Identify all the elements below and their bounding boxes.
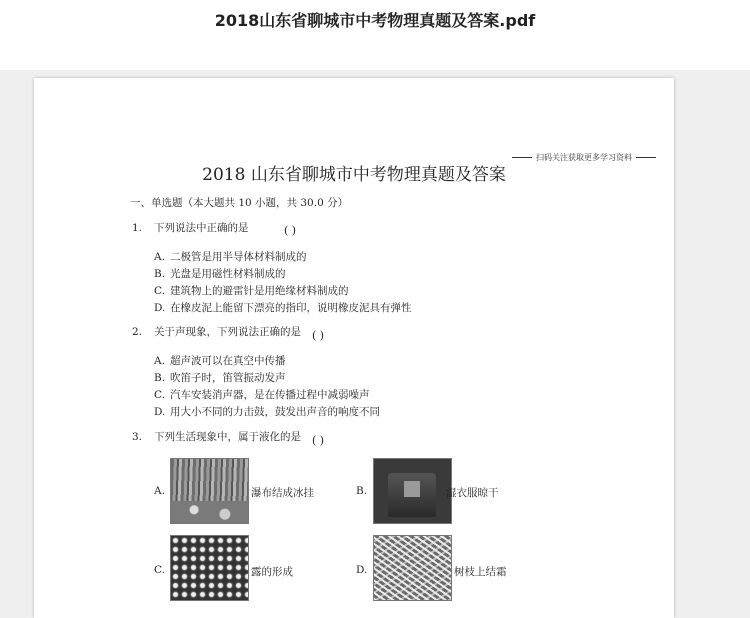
- exam-title: 2018 山东省聊城市中考物理真题及答案: [202, 165, 506, 185]
- file-title: 2018山东省聊城市中考物理真题及答案.pdf: [214, 11, 536, 30]
- option-text: 二极管是用半导体材料制成的: [170, 251, 307, 263]
- option-caption: 湿衣服晾干: [446, 487, 499, 499]
- option-caption: 瀑布结成冰挂: [251, 487, 314, 499]
- option-letter: A.: [154, 355, 165, 367]
- option-letter: B.: [356, 485, 368, 497]
- question-number: 2.: [132, 326, 143, 338]
- option-text: 在橡皮泥上能留下漂亮的指印，说明橡皮泥具有弹性: [170, 302, 412, 314]
- option-caption: 树枝上结霜: [454, 566, 507, 578]
- option-text: 汽车安装消声器，是在传播过程中减弱噪声: [170, 389, 370, 401]
- option: [154, 249, 307, 264]
- option: [154, 353, 286, 368]
- question-2: [132, 324, 301, 339]
- answer-blank: ( ): [312, 329, 325, 342]
- promo-text: 扫码关注获取更多学习资料: [536, 153, 632, 162]
- option-letter: A.: [154, 485, 165, 497]
- option-letter: C.: [154, 389, 165, 401]
- option-text: 建筑物上的避雷针是用绝缘材料制成的: [170, 285, 349, 297]
- question-text: 下列说法中正确的是: [154, 222, 249, 234]
- option-letter: C.: [154, 564, 165, 576]
- question-text: 关于声现象，下列说法正确的是: [154, 326, 301, 338]
- option-text: 吹笛子时，笛管振动发声: [170, 372, 286, 384]
- ice-image: [170, 458, 249, 524]
- option-letter: D.: [356, 564, 368, 576]
- question-3: [132, 429, 301, 444]
- option-letter: B.: [154, 268, 166, 280]
- dash-right: [636, 157, 656, 158]
- question-1: [132, 220, 249, 235]
- question-number: 1.: [132, 222, 143, 234]
- option-letter: D.: [154, 302, 166, 314]
- dash-left: [512, 157, 532, 158]
- section-heading: 一、单选题（本大题共 10 小题，共 30.0 分）: [130, 197, 349, 209]
- option-text: 光盘是用磁性材料制成的: [170, 268, 286, 280]
- option-letter: C.: [154, 285, 165, 297]
- viewer-toolbar: [0, 0, 750, 70]
- option: [154, 404, 380, 419]
- option-letter: D.: [154, 406, 166, 418]
- option-letter: A.: [154, 251, 165, 263]
- option: [154, 387, 370, 402]
- dew-image: [170, 535, 249, 601]
- option: [154, 266, 286, 281]
- clothes-image: [373, 458, 452, 524]
- question-number: 3.: [132, 431, 143, 443]
- frost-image: [373, 535, 452, 601]
- option-letter: B.: [154, 372, 166, 384]
- option-text: 用大小不同的力击鼓，鼓发出声音的响度不同: [170, 406, 380, 418]
- option: [154, 283, 349, 298]
- question-text: 下列生活现象中，属于液化的是: [154, 431, 301, 443]
- answer-blank: ( ): [312, 434, 325, 447]
- pdf-page: [34, 78, 674, 618]
- answer-blank: ( ): [284, 224, 297, 237]
- option: [154, 370, 286, 385]
- option-text: 超声波可以在真空中传播: [170, 355, 286, 367]
- option-caption: 露的形成: [251, 566, 293, 578]
- option: [154, 300, 412, 315]
